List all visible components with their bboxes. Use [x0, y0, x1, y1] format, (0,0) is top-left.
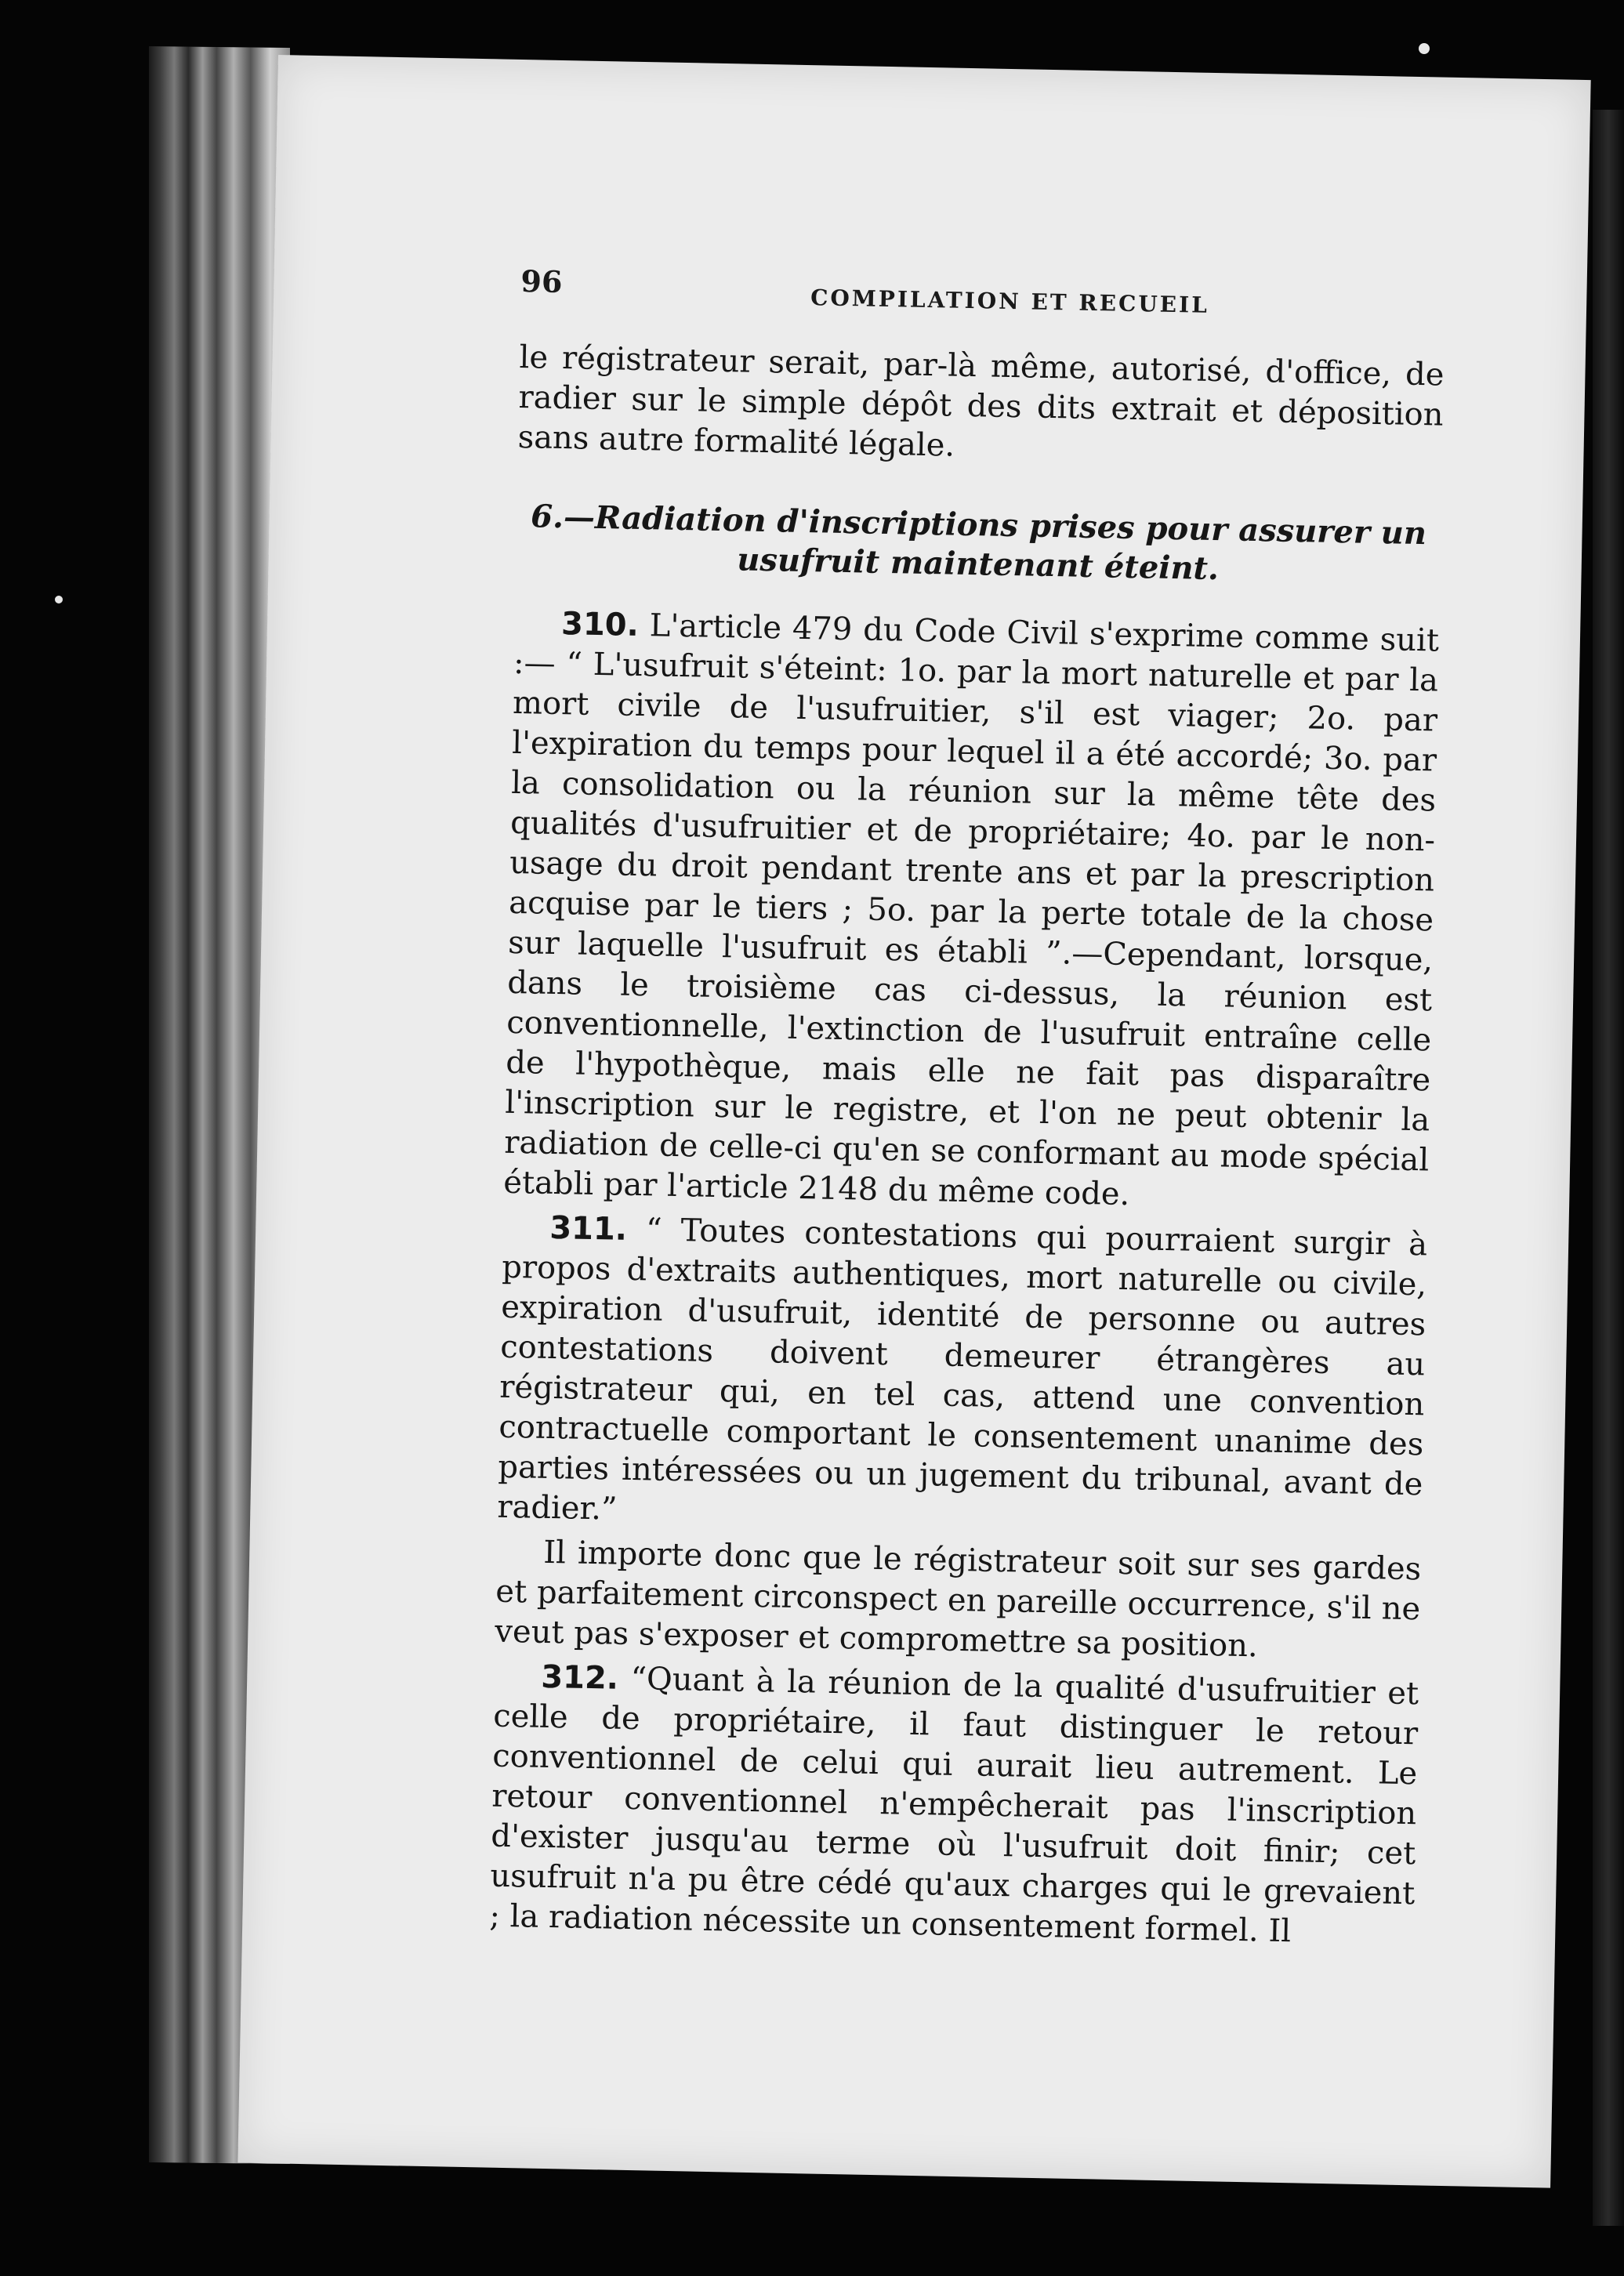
article-number: 310. — [560, 606, 640, 643]
running-head: COMPILATION ET RECUEIL — [810, 284, 1210, 318]
paragraph-text: “ Toutes contestations qui pourraient surgir à propos d'extraits authentiques, mort naturelle ou civile, expiration d'usufruit, identité de personne ou autres contestations doivent demeurer étrangères au régistrateur qui, en tel cas, attend une convention contractuelle comportant le consentement unanime des parties intéressées ou un jugement du tribunal, avant de radier.” — [497, 1212, 1428, 1528]
article-number: 311. — [549, 1209, 628, 1248]
body-text — [489, 338, 1445, 1954]
paragraph-text: “Quant à la réunion de la qualité d'usufruitier et celle de propriétaire, il faut distinguer le retour conventionnel de celui qui aurait lieu autrement. Le retour conventionnel n'empêcherait pas l'inscription d'exister jusqu'au terme où l'usufruit doit finir; cet usufruit n'a pu être cédé qu'aux charges qui le grevaient ; la radiation nécessite un consentement formel. Il — [489, 1661, 1419, 1950]
page-header — [520, 263, 1462, 336]
document-page — [237, 55, 1590, 2188]
paragraph-310 — [503, 603, 1439, 1221]
paragraph-intro: le régistrateur serait, par-là même, autorisé, d'office, de radier sur le simple dépôt des dits extrait et déposition sans autre formalité légale. — [517, 339, 1445, 464]
scan-speck — [1419, 43, 1430, 54]
paragraph-note: Il importe donc que le régistrateur soit sur ses gardes et parfaitement circonspect en pareille occurrence, s'il ne veut pas s'exposer et compromettre sa position. — [494, 1534, 1422, 1665]
article-number: 312. — [540, 1658, 619, 1697]
paragraph-text: L'article 479 du Code Civil s'exprime comme suit :— “ L'usufruit s'éteint: 1o. par la mort naturelle et par la mort civile de l'usufruitier, s'il est viager; 2o. par l'expiration du temps pour lequel il a été accordé; 3o. par la consolidation ou la réunion sur la même tête des qualités d'usufruitier et de propriétaire; 4o. par le non-usage du droit pendant trente ans et par la prescription acquise par le tiers ; 5o. par la perte totale de la chose sur laquelle l'usufruit es établi ”.—Cependant, lorsque, dans le troisième cas ci-dessus, la réunion est conventionnelle, l'extinction de l'usufruit entraîne celle de l'hypothèque, mais elle ne fait pas disparaître l'inscription sur le registre, et l'on ne peut obtenir la radiation de celle-ci qu'en se conformant au mode spécial établi par l'article 2148 du même code. — [502, 607, 1440, 1213]
section-title: —Radiation d'inscriptions prises pour assurer un usufruit maintenant éteint. — [563, 498, 1427, 588]
paragraph-312 — [489, 1657, 1419, 1955]
section-heading — [515, 497, 1441, 593]
paragraph-311 — [497, 1208, 1428, 1546]
page-number: 96 — [520, 263, 563, 300]
section-number: 6. — [530, 498, 564, 536]
page-edge-shadow — [1593, 110, 1624, 2226]
scan-speck — [55, 596, 63, 603]
